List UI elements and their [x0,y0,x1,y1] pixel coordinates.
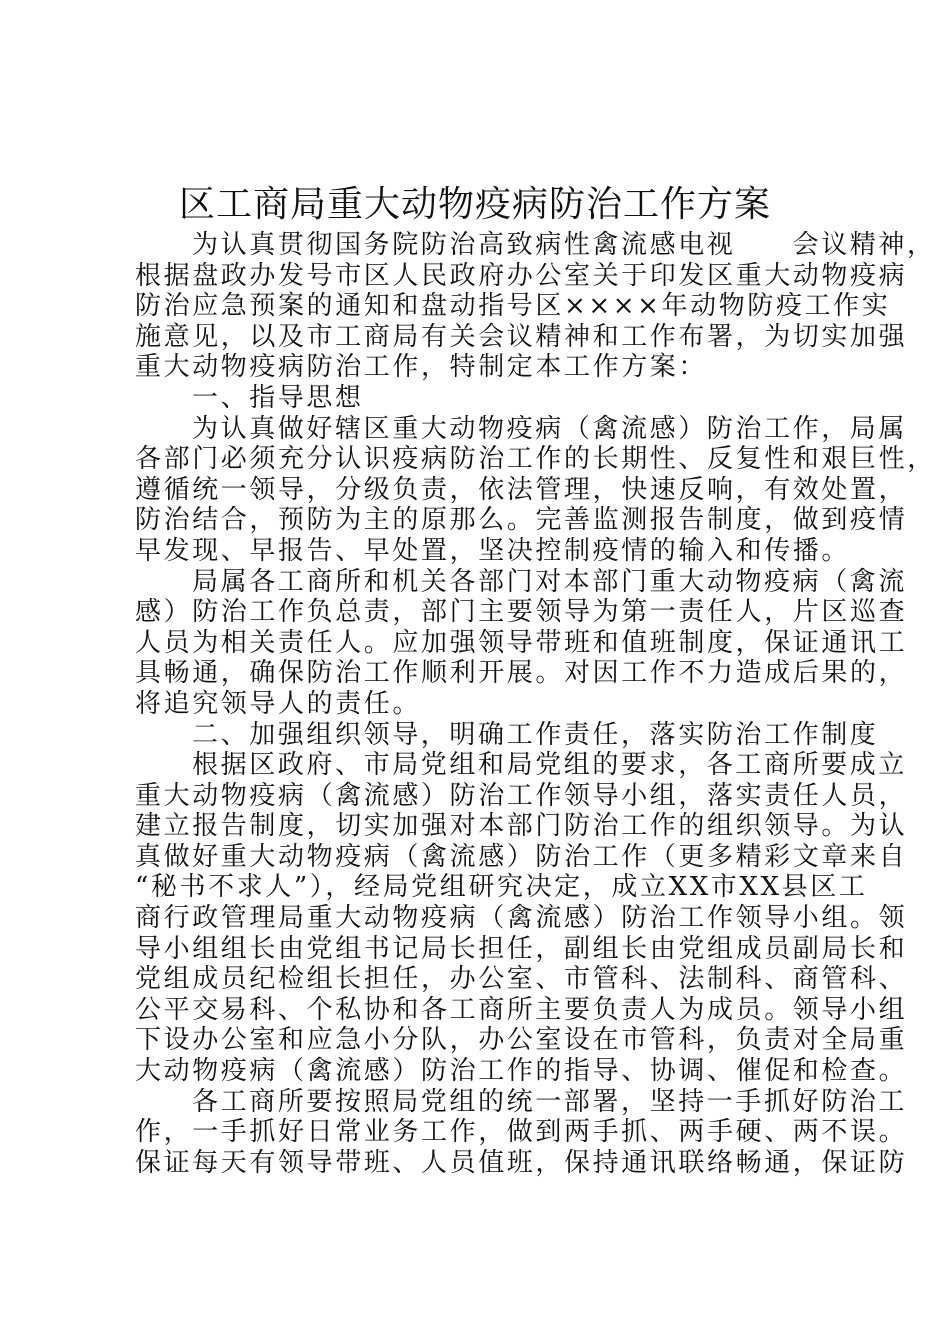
document-body [135,230,936,1178]
text-line: 根据区政府、市局党组和局党组的要求，各工商所要成立 [192,750,908,781]
document-title: 区工商局重大动物疫病防治工作方案 [178,184,771,225]
text-line: 各工商所要按照局党组的统一部署，坚持一手抓好防治工 [192,1086,908,1117]
text-line: 建立报告制度，切实加强对本部门防治工作的组织领导。为认 [135,811,908,842]
text-line: 根据盘政办发号市区人民政府办公室关于印发区重大动物疫病 [135,260,908,291]
text-line: 党组成员纪检组长担任，办公室、市管科、法制科、商管科、 [135,964,908,995]
text-line: 为认真贯彻国务院防治高致病性禽流感电视 会议精神， [192,230,936,260]
text-line: 重大动物疫病防治工作，特制定本工作方案： [135,352,708,383]
text-line: 为认真做好辖区重大动物疫病（禽流感）防治工作，局属 [192,413,908,444]
text-line: 感）防治工作负总责，部门主要领导为第一责任人，片区巡查 [135,597,908,628]
text-line: 商行政管理局重大动物疫病（禽流感）防治工作领导小组。领 [135,903,908,934]
text-line: 重大动物疫病（禽流感）防治工作领导小组，落实责任人员， [135,780,908,811]
text-line: 早发现、早报告、早处置，坚决控制疫情的输入和传播。 [135,535,851,566]
text-line: 公平交易科、个私协和各工商所主要负责人为成员。领导小组 [135,994,908,1025]
text-line: 各部门必须充分认识疫病防治工作的长期性、反复性和艰巨性， [135,444,936,475]
text-line: 遵循统一领导，分级负责，依法管理，快速反响，有效处置， [135,474,908,505]
text-line: 局属各工商所和机关各部门对本部门重大动物疫病（禽流 [192,566,908,597]
text-line: 保证每天有领导带班、人员值班，保持通讯联络畅通，保证防 [135,1147,908,1178]
text-line: 大动物疫病（禽流感）防治工作的指导、协调、催促和检查。 [135,1056,908,1087]
text-line: 施意见，以及市工商局有关会议精神和工作布署，为切实加强 [135,321,908,352]
text-line: 导小组组长由党组书记局长担任，副组长由党组成员副局长和 [135,933,908,964]
text-line: 人员为相关责任人。应加强领导带班和值班制度，保证通讯工 [135,627,908,658]
text-line: “秘书不求人”），经局党组研究决定，成立XX市XX县区工 [135,872,868,903]
text-line: 将追究领导人的责任。 [135,688,422,719]
text-line: 一、指导思想 [192,382,364,413]
text-line: 真做好重大动物疫病（禽流感）防治工作（更多精彩文章来自 [135,841,908,872]
text-line: 作，一手抓好日常业务工作，做到两手抓、两手硬、两不误。 [135,1117,908,1148]
text-line: 二、加强组织领导，明确工作责任，落实防治工作制度 [192,719,879,750]
text-line: 下设办公室和应急小分队，办公室设在市管科，负责对全局重 [135,1025,908,1056]
text-line: 防治应急预案的通知和盘动指号区××××年动物防疫工作实 [135,291,891,322]
text-line: 具畅通，确保防治工作顺利开展。对因工作不力造成后果的， [135,658,908,689]
text-line: 防治结合，预防为主的原那么。完善监测报告制度，做到疫情 [135,505,908,536]
